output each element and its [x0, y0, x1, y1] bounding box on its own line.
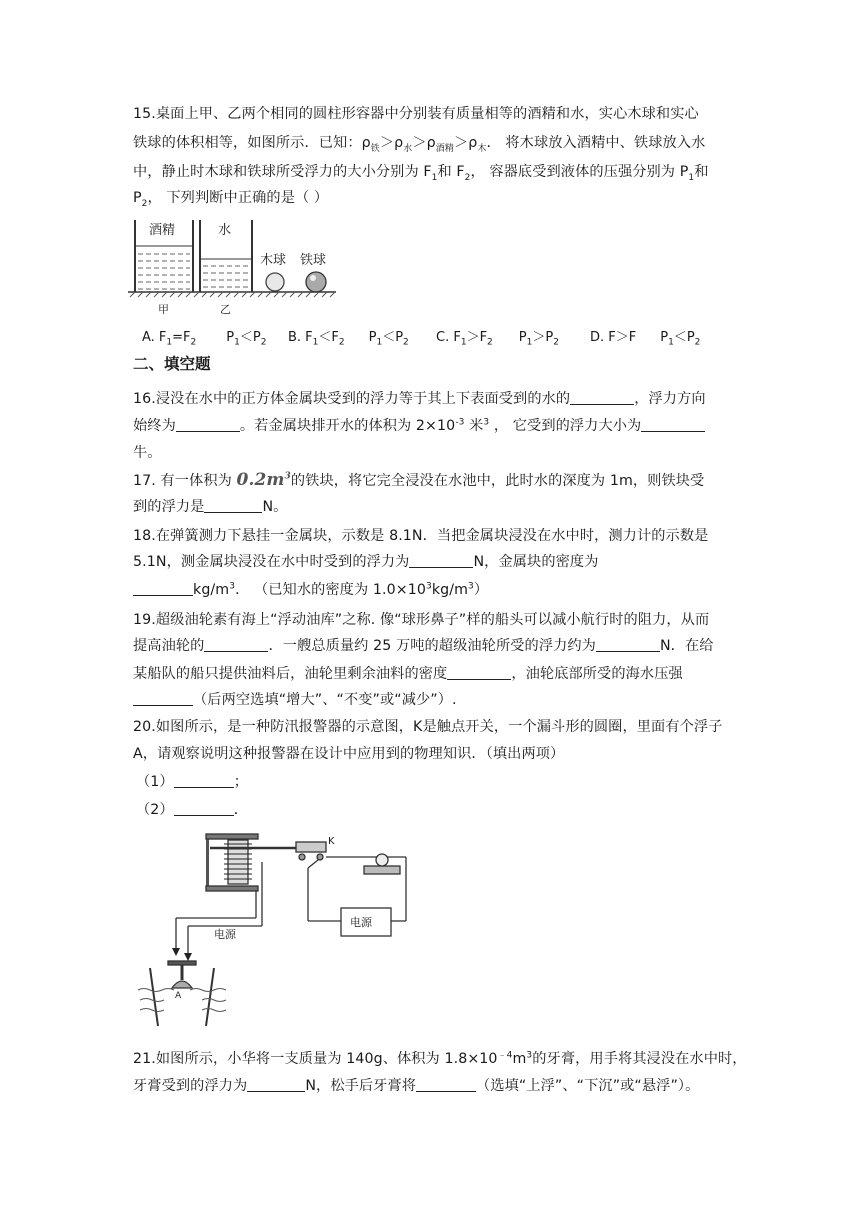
q19-line-3: 某船队的船只提供油料后，油轮里剩余油料的密度 ，油轮底部所受的海水压强 — [133, 666, 683, 682]
label-k: K — [328, 836, 335, 847]
label-float-a: A — [175, 991, 182, 1001]
q15-line-2: 铁球的体积相等，如图所示．已知：$\rho_铁>\rho_水>\rho_{酒精}>\rho_木$． 将木球放入酒精中、铁球放入水 — [133, 135, 706, 154]
q16-blank-1[interactable] — [570, 390, 634, 405]
q20-figure — [136, 828, 426, 1033]
q15-option-b[interactable]: B. $F_1<F_2$ $P_1<P_2$ — [288, 330, 409, 348]
arrow-down-icon — [172, 948, 180, 956]
q19-line-4: （后两空选填“增大”、“不变”或“减少”）. — [133, 690, 733, 710]
q15-line-4: $P_2$， 下列判断中正确的是（ ） — [133, 190, 329, 209]
q19-line-1: 19.超级油轮素有海上“浮动油库”之称. 像“球形鼻子”样的船头可以减小航行时的阻力，从而 — [133, 612, 710, 628]
q17-line-2: 到的浮力是 N。 — [133, 499, 288, 515]
wood-ball-icon — [266, 273, 284, 291]
q21-blank-2[interactable] — [416, 1077, 476, 1092]
q15-figure — [128, 214, 348, 316]
section-heading: 二、填空题 — [133, 355, 211, 373]
q18-blank-2[interactable] — [133, 581, 193, 596]
q15-option-d[interactable]: D. F＞F $P_1<P_2$ — [590, 330, 701, 348]
label-power-left: 电源 — [214, 928, 236, 941]
q15-line-1: 15.桌面上甲、乙两个相同的圆柱形容器中分别装有质量相等的酒精和水，实心木球和实心 — [133, 106, 699, 122]
label-yi: 乙 — [220, 303, 231, 316]
q21-line-2: 牙膏受到的浮力为 N，松手后牙膏将 （选填“上浮”、“下沉”或“悬浮”）。 — [133, 1078, 700, 1094]
iron-ball-icon — [306, 272, 326, 292]
label-alcohol: 酒精 — [149, 223, 176, 238]
label-water: 水 — [218, 223, 232, 238]
q17-formula: $0.2m^3$ — [236, 470, 291, 490]
q20-blank-2[interactable] — [174, 801, 234, 816]
container-jia — [135, 220, 193, 292]
q16-blank-2[interactable] — [176, 417, 240, 432]
q18-blank-1[interactable] — [409, 553, 473, 568]
q20-line-2: A，请观察说明这种报警器在设计中应用到的物理知识．（填出两项） — [133, 746, 565, 762]
q20-line-1: 20.如图所示，是一种防汛报警器的示意图，K是触点开关，一个漏斗形的圆圈，里面有个浮子 — [133, 719, 723, 735]
q18-line-3: $kg/m^3$． （已知水的密度为 $1.0\times 10^3kg/m^3$） — [133, 580, 733, 600]
q20-blank-1[interactable] — [174, 773, 234, 788]
q19-line-2: 提高油轮的 ．一艘总质量约 25 万吨的超级油轮所受的浮力约为 N．在给 — [133, 638, 714, 654]
label-wood-ball: 木球 — [260, 253, 287, 268]
q17-blank-1[interactable] — [204, 498, 262, 513]
q19-blank-2[interactable] — [596, 637, 660, 652]
q16-line-1: 16.浸没在水中的正方体金属块受到的浮力等于其上下表面受到的水的 ，浮力方向 — [133, 391, 706, 407]
q18-line-2: 5.1N，测金属块浸没在水中时受到的浮力为 N，金属块的密度为 — [133, 554, 599, 570]
q21-blank-1[interactable] — [247, 1077, 305, 1092]
q19-blank-1[interactable] — [204, 637, 268, 652]
q19-blank-4[interactable] — [133, 691, 193, 706]
q15-option-a[interactable]: A. $F_1=F_2$ $P_1<P_2$ — [142, 330, 267, 348]
q16-blank-3[interactable] — [641, 417, 705, 432]
label-power-right: 电源 — [350, 916, 372, 929]
container-yi — [200, 220, 252, 292]
label-jia: 甲 — [158, 303, 169, 316]
q20-item-2: （2） ． — [136, 802, 248, 818]
q17-line-1: 17. 有一体积为 $0.2m^3$的铁块，将它完全浸没在水池中，此时水的深度为 1m，则铁块受 — [133, 470, 705, 490]
q21-line-1: 21.如图所示，小华将一支质量为 140g、体积为 $1.8\times 10^{﹣4}m^3$的牙膏，用手将其浸没在水中时， — [133, 1050, 747, 1067]
q15-line-3: 中，静止时木球和铁球所受浮力的大小分别为 $F_1$和 $F_2$， 容器底受到液体的压强分别为 $P_1$和 — [133, 164, 709, 183]
q16-line-2: 始终为 。若金属块排开水的体积为 $2\times 10^{-3}$ 米$^3$ ， 它受到的浮力大小为 — [133, 416, 733, 436]
q15-option-c[interactable]: C. $F_1>F_2$ $P_1>P_2$ — [436, 330, 559, 348]
q19-blank-3[interactable] — [447, 665, 511, 680]
q18-line-1: 18.在弹簧测力下悬挂一金属块，示数是 8.1N．当把金属块浸没在水中时，测力计的示数是 — [133, 528, 709, 544]
label-iron-ball: 铁球 — [300, 253, 327, 268]
q16-line-3: 牛。 — [133, 445, 162, 461]
arrow-down-icon — [184, 953, 192, 961]
q20-item-1: （1） ； — [136, 774, 248, 790]
